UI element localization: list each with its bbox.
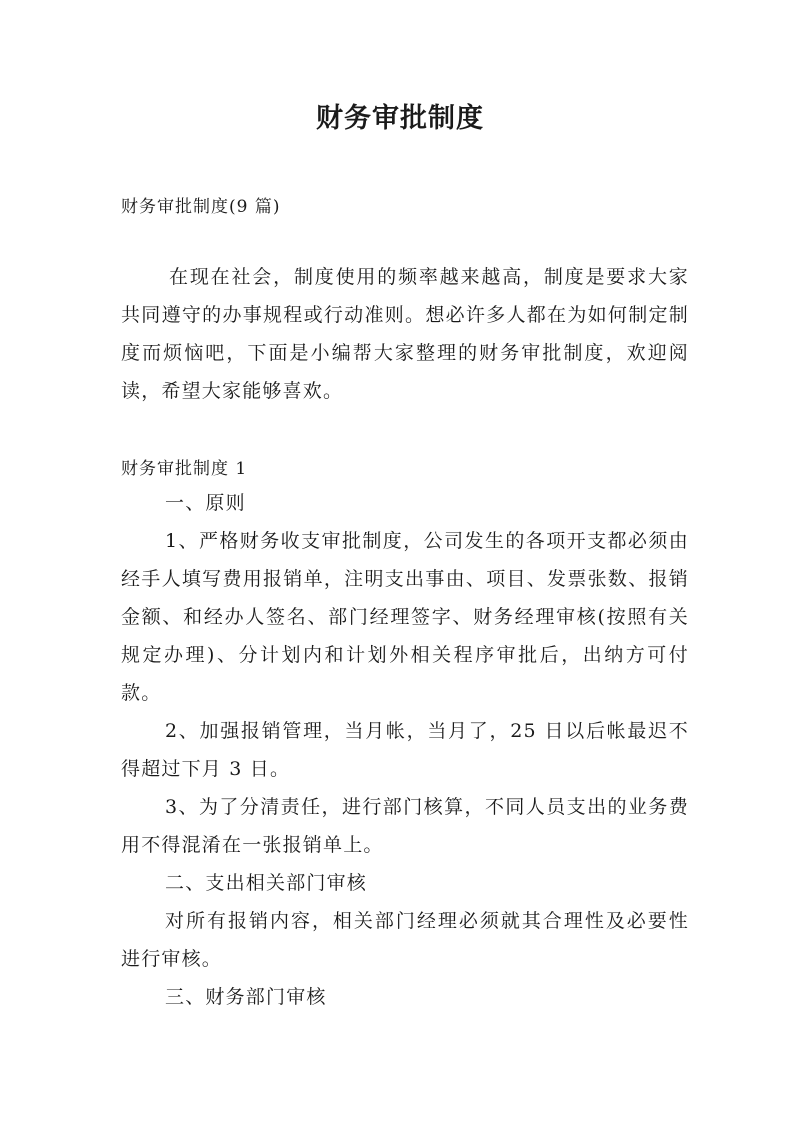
- paragraph-finance-review-heading: 三、财务部门审核: [165, 986, 327, 1008]
- paragraph-dept-review-heading: 二、支出相关部门审核: [165, 872, 368, 894]
- section-body: [121, 484, 689, 1016]
- document-title: 财务审批制度: [316, 103, 484, 134]
- section-heading: 财务审批制度 1: [121, 459, 248, 479]
- paragraph-dept-review-text: 对所有报销内容，相关部门经理必须就其合理性及必要性进行审核。: [121, 910, 689, 970]
- intro-paragraph: 在现在社会，制度使用的频率越来越高，制度是要求大家共同遵守的办事规程或行动准则。想必许多人都在为如何制定制度而烦恼吧，下面是小编帮大家整理的财务审批制度，欢迎阅读，希望大家能够喜欢。: [121, 266, 689, 402]
- document-subtitle: 财务审批制度(9 篇): [121, 197, 281, 217]
- paragraph-rule-1: 1、严格财务收支审批制度，公司发生的各项开支都必须由经手人填写费用报销单，注明支出事由、项目、发票张数、报销金额、和经办人签名、部门经理签字、财务经理审核(按照有关规定办理)、分计划内和计划外相关程序审批后，出纳方可付款。: [121, 530, 689, 704]
- paragraph-rule-3: 3、为了分清责任，进行部门核算，不同人员支出的业务费用不得混淆在一张报销单上。: [121, 796, 689, 856]
- paragraph-principle-heading: 一、原则: [165, 492, 246, 514]
- paragraph-rule-2: 2、加强报销管理，当月帐，当月了，25 日以后帐最迟不得超过下月 3 日。: [121, 720, 689, 780]
